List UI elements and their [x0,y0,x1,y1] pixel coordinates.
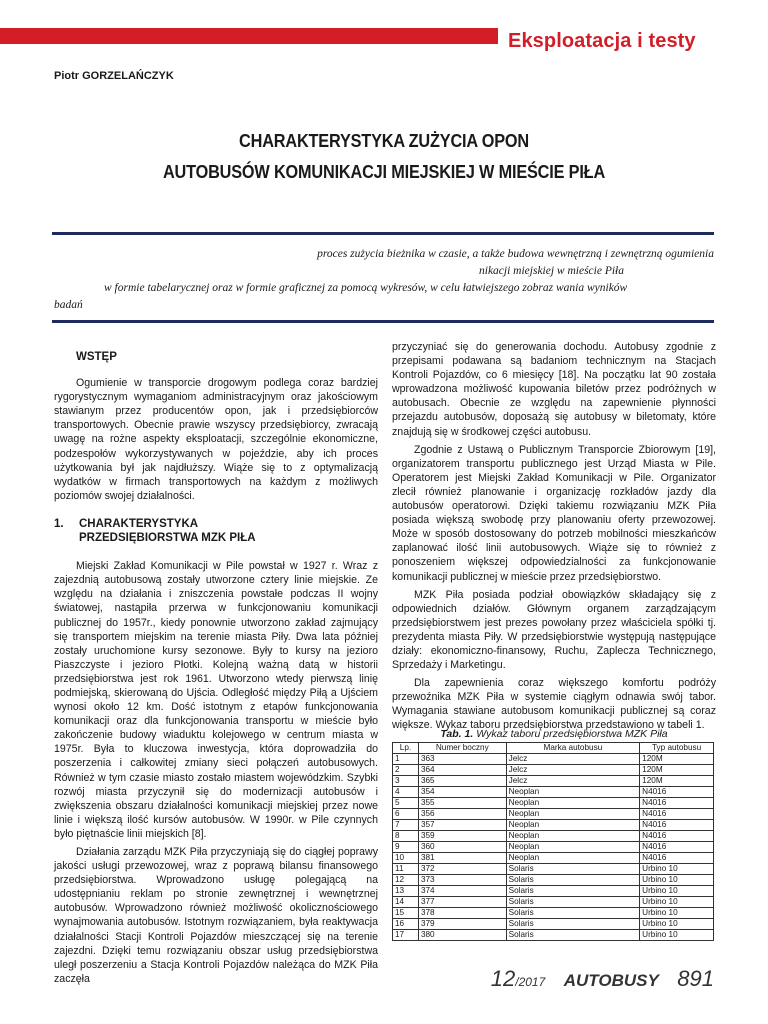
table-cell: Neoplan [506,809,640,820]
table-cell: Urbino 10 [640,886,714,897]
table-row [393,809,714,820]
table-cell: Jelcz [506,776,640,787]
table-cell: 4 [393,787,419,798]
table-cell: 360 [418,842,506,853]
table-header-row [393,743,714,754]
table-cell: 7 [393,820,419,831]
table-row [393,842,714,853]
table-cell: Neoplan [506,820,640,831]
table-cell: Solaris [506,864,640,875]
table-cell: 374 [418,886,506,897]
abstract-line: nikacji miejskiej w mieście Piła [479,265,624,277]
table-cell: 355 [418,798,506,809]
abstract-line: w formie tabelarycznej oraz w formie graficznej za pomocą wykresów, w celu łatwiejszego zobraz wania wyników [104,282,628,294]
abstract [54,246,714,314]
right-column [392,340,716,737]
table-header-cell: Typ autobusu [640,743,714,754]
table-cell: 380 [418,930,506,941]
table-cell: 14 [393,897,419,908]
table-caption-text: Wykaz taboru przedsiębiorstwa MZK Piła [476,728,668,740]
table-cell: Solaris [506,886,640,897]
table-cell: 357 [418,820,506,831]
table-cell: Urbino 10 [640,919,714,930]
table-row [393,820,714,831]
table-cell: 120M [640,754,714,765]
table-row [393,776,714,787]
table-cell: Neoplan [506,831,640,842]
table-cell: 120M [640,776,714,787]
paragraph: Dla zapewnienia coraz większego komfortu podróży przewoźnika MZK Piła w systemie ciągłym odnawia swój tabor. Wymagania stawiane autobusom komunikacji publicznej są coraz większe. Wykaz taboru przedsiębiorstwa przedstawiono w tabeli 1. [392,677,716,732]
section-title: CHARAKTERYSTYKA PRZEDSIĘBIORSTWA MZK PIŁA [79,517,256,545]
divider-bottom [52,320,714,323]
abstract-line: badań [54,299,83,311]
table-cell: Urbino 10 [640,864,714,875]
section-heading-intro: WSTĘP [76,351,117,363]
table-cell: 6 [393,809,419,820]
table-cell: Solaris [506,897,640,908]
table-cell: Neoplan [506,798,640,809]
table-cell: N4016 [640,798,714,809]
table-header-cell: Marka autobusu [506,743,640,754]
table-cell: 15 [393,908,419,919]
table-cell: 379 [418,919,506,930]
paragraph: MZK Piła posiada podział obowiązków składający się z odpowiednich działów. Głównym organem zarządzającym przedsiębiorstwem jest prezes powołany przez właściciela spółki tj. prezydenta miasta Piły. W przedsiębiorstwie występują następujące działy: ekonomiczno-finansowy, Ruchu, Zaplecza Technicznego, Sprzedaży i Marketingu. [392,588,716,672]
table-cell: Solaris [506,875,640,886]
table-cell: Jelcz [506,754,640,765]
paragraph: Miejski Zakład Komunikacji w Pile powstał w 1927 r. Wraz z zajezdnią autobusową zostały utworzone cztery linie miejskie. Ze względu na działania i zniszczenia powstałe podczas II wojny światowej, nastąpiła przerwa w funkcjonowaniu komunikacji publicznej do 1957r., kiedy ponownie utworzono zakład zajmujący się transportem miejskim na terenie miasta Piły. Dwa lata później zostały uruchomione kursy sezonowe. Były to kursy na jezioro Piaszczyste i jezioro Płotki. Kolejną ważną datą w historii przedsiębiorstwa jest rok 1961. Utworzono wtedy pierwszą linię podmiejską, skierowaną do Ujścia. Odległość między Piłą a Ujściem wynosi około 12 km. Dość istotnym z etapów funkcjonowania komunikacji oraz dla funkcjonowania transportu w mieście było zakończenie budowy wiaduktu kolejowego w centrum miasta w 1975r. Była to kluczowa inwestycja, która doprowadziła do poszerzenia i całkowitej zmiany sieci połączeń autobusowych. Również w tym czasie miasto zostało miastem wojewódzkim. Szybki rozwój miasta przyczynił się do modernizacji autobusów i zwiększenia obszaru działalności komunikacji miejskiej przez nowe linie i większą ilość kursów autobusów. W 1990r. w Pile czynnych było piętnaście linii miejskich [8]. [54,560,378,840]
table-row [393,765,714,776]
author-name: Piotr GORZELAŃCZYK [54,70,174,82]
table-cell: Urbino 10 [640,930,714,941]
table-cell: N4016 [640,853,714,864]
table-cell: 5 [393,798,419,809]
table-cell: 3 [393,776,419,787]
paragraph: Zgodnie z Ustawą o Publicznym Transporcie Zbiorowym [19], organizatorem transportu publicznego jest Urząd Miasta w Pile. Operatorem jest Miejski Zakład Komunikacji w Pile. Organizator zlecił również planowanie i organizację rozkładów jazdy dla autobusów operatorowi. Dzięki takiemu rozwiązaniu MZK Piła posiada większą swobodę przy planowaniu oferty przewozowej. Może w sposób dostosowany do potrzeb mobilności mieszkańców zaplanować ilość linii autobusowych. Wiąże się to również z ponoszeniem większej odpowiedzialności za funkcjonowanie komunikacji publicznej w mieście przez przedsiębiorstwo. [392,443,716,583]
table-cell: 1 [393,754,419,765]
left-column [54,340,378,990]
magazine-brand: AUTOBUSY [563,971,659,990]
table-row [393,754,714,765]
table-cell: 356 [418,809,506,820]
table-cell: 17 [393,930,419,941]
table-cell: Solaris [506,919,640,930]
table-cell: Urbino 10 [640,875,714,886]
article-title-line-2: AUTOBUSÓW KOMUNIKACJI MIEJSKIEJ W MIEŚCIE PIŁA [162,161,606,182]
table-row [393,798,714,809]
table-cell: 359 [418,831,506,842]
section-number: 1. [54,517,64,530]
table-row [393,787,714,798]
issue-year: /2017 [515,975,546,989]
table-cell: 365 [418,776,506,787]
issue-number: 12 [490,966,516,991]
table-cell: Neoplan [506,853,640,864]
table-cell: 363 [418,754,506,765]
paragraph: przyczyniać się do generowania dochodu. Autobusy zgodnie z przepisami podawana są badaniom technicznym na Stacjach Kontroli Pojazdów, co 6 miesięcy [18]. Na początku lat 90 została wprowadzona możliwość kupowania biletów przez podróżnych w autobusach. Obecnie ze względu na zapewnienie płynności przejazdu autobusów, doposażą się autobusy w biletomaty, które znajdują się w środkowej części autobusu. [392,341,716,438]
table-cell: 10 [393,853,419,864]
table-cell: N4016 [640,787,714,798]
table-cell: 377 [418,897,506,908]
header-red-bar [0,28,498,44]
table-row [393,897,714,908]
table-cell: Urbino 10 [640,908,714,919]
paragraph: Działania zarządu MZK Piła przyczyniają się do ciągłej poprawy jakości usługi przewozowej, wraz z poprawą bilansu finansowego przedsiębiorstwa. Wprowadzono usługę polegającą na udostępnianiu reklam po stronie zewnętrznej i wewnętrznej autobusów. Wprowadzono również możliwość okolicznościowego wynajmowania autobusów. Istotnym rozwiązaniem, była reaktywacja działalności Stacji Kontroli Pojazdów mieszczącej się na terenie zajezdni. Dzięki temu rozwiązaniu obszar usług przedsiębiorstwa uległ poszerzeniu a Stacja Kontroli Pojazdów należąca do MZK Piła zaczęła [54,846,378,985]
table-cell: Neoplan [506,842,640,853]
table-cell: 9 [393,842,419,853]
table-cell: N4016 [640,842,714,853]
table-row [393,831,714,842]
page-footer [491,966,714,992]
table-row [393,919,714,930]
article-title-line-1: CHARAKTERYSTYKA ZUŻYCIA OPON [239,130,529,151]
table-caption [392,728,716,740]
table-header-cell: Lp. [393,743,419,754]
table-cell: 373 [418,875,506,886]
table-cell: Jelcz [506,765,640,776]
table-cell: 381 [418,853,506,864]
table-row [393,875,714,886]
table-cell: Solaris [506,930,640,941]
table-cell: N4016 [640,831,714,842]
table-row [393,864,714,875]
table-cell: 16 [393,919,419,930]
divider-top [52,232,714,235]
table-row [393,886,714,897]
table-cell: Neoplan [506,787,640,798]
table-cell: Solaris [506,908,640,919]
table-caption-label: Tab. 1. [440,728,474,740]
table-cell: 11 [393,864,419,875]
table-cell: Urbino 10 [640,897,714,908]
table-cell: 372 [418,864,506,875]
table-cell: 8 [393,831,419,842]
table-cell: 12 [393,875,419,886]
fleet-table [392,742,714,941]
table-cell: N4016 [640,809,714,820]
table-cell: 120M [640,765,714,776]
paragraph: Ogumienie w transporcie drogowym podlega coraz bardziej rygorystycznym wymaganiom administracyjnym oraz jakościowym stawianym przez producentów opon, jak i przedsiębiorców transportowych. Obecnie prawie wszyscy przedsiębiorcy, zwracają uwagę na rożne aspekty eksploatacji, szczególnie ekonomiczne, podzespołów wykorzystywanych w pojeździe, aby ich proces użytkowania był jak najdłuższy. Wiąże się to z optymalizacją wydatków w firmach transportowych na każdym z możliwych poziomów swojej działalności. [54,377,378,502]
table-cell: 2 [393,765,419,776]
table-row [393,930,714,941]
table-row [393,908,714,919]
section-header-title: Eksploatacja i testy [508,30,696,52]
table-cell: 354 [418,787,506,798]
table-cell: 13 [393,886,419,897]
page-number: 891 [677,966,714,991]
table-header-cell: Numer boczny [418,743,506,754]
abstract-line: proces zużycia bieżnika w czasie, a także budowa wewnętrzną i zewnętrzną ogumienia [317,248,714,260]
table-cell: N4016 [640,820,714,831]
table-cell: 378 [418,908,506,919]
section-heading-1 [54,517,378,545]
table-cell: 364 [418,765,506,776]
table-row [393,853,714,864]
